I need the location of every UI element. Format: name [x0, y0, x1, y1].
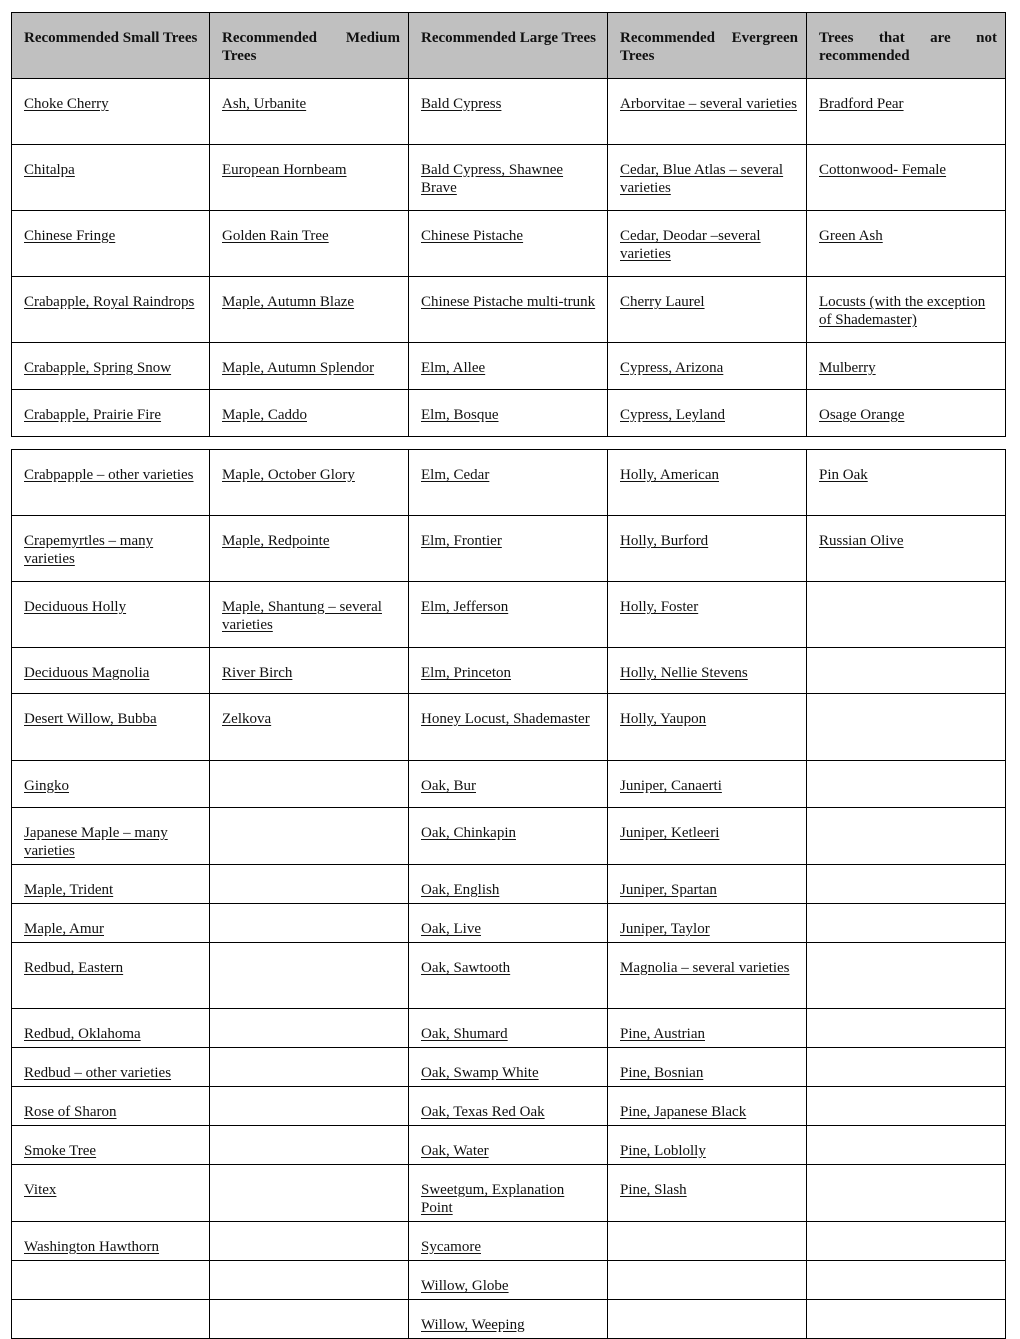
- header-row: [12, 13, 1006, 79]
- table-row: [12, 865, 1006, 904]
- small-tree-cell: [12, 1222, 210, 1261]
- evergreen-tree-name: Cypress, Leyland: [620, 407, 725, 423]
- large-tree-name: Elm, Frontier: [421, 533, 502, 549]
- large-tree-cell: [409, 1165, 608, 1222]
- evergreen-tree-cell: [608, 79, 807, 145]
- evergreen-tree-cell: [608, 808, 807, 865]
- not-recommended-tree-cell: [807, 277, 1006, 343]
- table-row: [12, 145, 1006, 211]
- small-tree-name: Maple, Trident: [24, 882, 114, 898]
- large-tree-cell: [409, 516, 608, 582]
- small-tree-cell: [12, 582, 210, 648]
- not-recommended-tree-cell: [807, 390, 1006, 437]
- large-tree-cell: [409, 904, 608, 943]
- small-tree-cell: [12, 343, 210, 390]
- evergreen-tree-cell: [608, 582, 807, 648]
- small-tree-name: Crabapple, Spring Snow: [24, 360, 172, 376]
- evergreen-tree-name: Pine, Austrian: [620, 1026, 705, 1042]
- large-tree-name: Oak, English: [421, 882, 500, 898]
- evergreen-tree-name: Holly, Burford: [620, 533, 709, 549]
- medium-tree-name: Zelkova: [222, 711, 272, 727]
- evergreen-tree-cell: [608, 1126, 807, 1165]
- not-recommended-tree-cell: [807, 582, 1006, 648]
- not-recommended-tree-name: Osage Orange: [819, 407, 905, 423]
- small-tree-cell: [12, 145, 210, 211]
- not-recommended-tree-cell: [807, 808, 1006, 865]
- small-tree-name: Maple, Amur: [24, 921, 104, 937]
- small-tree-cell: [12, 865, 210, 904]
- not-recommended-tree-name: Russian Olive: [819, 533, 904, 549]
- large-tree-name: Chinese Pistache multi-trunk: [421, 294, 596, 310]
- large-tree-cell: [409, 648, 608, 694]
- table-row: [12, 1300, 1006, 1339]
- evergreen-tree-name: Juniper, Canaerti: [620, 778, 722, 794]
- large-tree-cell: [409, 1300, 608, 1339]
- large-tree-name: Sycamore: [421, 1239, 481, 1255]
- table-row: [12, 1222, 1006, 1261]
- small-tree-name: Redbud – other varieties: [24, 1065, 172, 1081]
- evergreen-tree-cell: [608, 1222, 807, 1261]
- evergreen-tree-name: Pine, Loblolly: [620, 1143, 706, 1159]
- large-tree-cell: [409, 582, 608, 648]
- not-recommended-tree-name: Locusts (with the exception of Shademaster): [819, 294, 986, 328]
- evergreen-tree-name: Holly, Nellie Stevens: [620, 665, 748, 681]
- not-recommended-tree-cell: [807, 1087, 1006, 1126]
- large-tree-cell: [409, 1048, 608, 1087]
- evergreen-tree-cell: [608, 1087, 807, 1126]
- table-row: [12, 450, 1006, 516]
- table-row: [12, 648, 1006, 694]
- not-recommended-tree-name: Cottonwood- Female: [819, 162, 947, 178]
- not-recommended-tree-cell: [807, 1261, 1006, 1300]
- medium-tree-cell: [210, 277, 409, 343]
- not-recommended-tree-name: Pin Oak: [819, 467, 868, 483]
- medium-tree-name: Golden Rain Tree: [222, 228, 329, 244]
- small-tree-name: Choke Cherry: [24, 96, 109, 112]
- evergreen-tree-name: Holly, Foster: [620, 599, 699, 615]
- trees-table-part-2: [11, 449, 1006, 1339]
- large-tree-cell: [409, 943, 608, 1009]
- small-tree-cell: [12, 390, 210, 437]
- evergreen-tree-name: Holly, Yaupon: [620, 711, 707, 727]
- large-tree-cell: [409, 343, 608, 390]
- medium-tree-cell: [210, 211, 409, 277]
- small-tree-cell: [12, 808, 210, 865]
- table-row: [12, 277, 1006, 343]
- small-tree-name: Washington Hawthorn: [24, 1239, 160, 1255]
- medium-tree-cell: [210, 390, 409, 437]
- large-tree-name: Oak, Swamp White: [421, 1065, 539, 1081]
- small-tree-name: Smoke Tree: [24, 1143, 97, 1159]
- evergreen-tree-name: Cherry Laurel: [620, 294, 705, 310]
- evergreen-tree-name: Cedar, Blue Atlas – several varieties: [620, 162, 784, 196]
- medium-tree-cell: [210, 145, 409, 211]
- evergreen-tree-cell: [608, 943, 807, 1009]
- small-tree-name: Desert Willow, Bubba: [24, 711, 157, 727]
- not-recommended-tree-cell: [807, 943, 1006, 1009]
- not-recommended-tree-cell: [807, 1048, 1006, 1087]
- table-row: [12, 943, 1006, 1009]
- evergreen-tree-name: Juniper, Taylor: [620, 921, 710, 937]
- medium-tree-cell: [210, 904, 409, 943]
- medium-tree-name: Ash, Urbanite: [222, 96, 307, 112]
- small-tree-cell: [12, 79, 210, 145]
- table-row: [12, 1009, 1006, 1048]
- evergreen-tree-name: Pine, Bosnian: [620, 1065, 704, 1081]
- header-evergreen-trees: Recommended Evergreen Trees: [608, 13, 807, 79]
- medium-tree-cell: [210, 943, 409, 1009]
- small-tree-cell: [12, 211, 210, 277]
- small-tree-cell: [12, 694, 210, 761]
- large-tree-cell: [409, 761, 608, 808]
- large-tree-cell: [409, 79, 608, 145]
- large-tree-cell: [409, 865, 608, 904]
- medium-tree-cell: [210, 1126, 409, 1165]
- evergreen-tree-cell: [608, 761, 807, 808]
- header-not-recommended: Trees that are not recommended: [807, 13, 1006, 79]
- medium-tree-name: European Hornbeam: [222, 162, 347, 178]
- small-tree-cell: [12, 761, 210, 808]
- small-tree-name: Redbud, Eastern: [24, 960, 124, 976]
- large-tree-cell: [409, 390, 608, 437]
- large-tree-name: Willow, Weeping: [421, 1317, 525, 1333]
- medium-tree-cell: [210, 1087, 409, 1126]
- evergreen-tree-name: Pine, Slash: [620, 1182, 687, 1198]
- not-recommended-tree-cell: [807, 1126, 1006, 1165]
- not-recommended-tree-cell: [807, 516, 1006, 582]
- evergreen-tree-cell: [608, 390, 807, 437]
- large-tree-cell: [409, 1222, 608, 1261]
- medium-tree-cell: [210, 1048, 409, 1087]
- medium-tree-name: Maple, Shantung – several varieties: [222, 599, 382, 633]
- evergreen-tree-cell: [608, 211, 807, 277]
- small-tree-name: Chitalpa: [24, 162, 75, 178]
- medium-tree-name: Maple, October Glory: [222, 467, 355, 483]
- evergreen-tree-name: Arborvitae – several varieties: [620, 96, 798, 112]
- table-row: [12, 1165, 1006, 1222]
- trees-table-part-1: [11, 12, 1006, 437]
- small-tree-cell: [12, 648, 210, 694]
- small-tree-name: Crabpapple – other varieties: [24, 467, 194, 483]
- small-tree-cell: [12, 1048, 210, 1087]
- not-recommended-tree-name: Mulberry: [819, 360, 876, 376]
- large-tree-cell: [409, 1261, 608, 1300]
- large-tree-cell: [409, 1087, 608, 1126]
- table-row: [12, 211, 1006, 277]
- table-row: [12, 390, 1006, 437]
- large-tree-name: Elm, Bosque: [421, 407, 499, 423]
- evergreen-tree-cell: [608, 865, 807, 904]
- small-tree-cell: [12, 1126, 210, 1165]
- not-recommended-tree-cell: [807, 211, 1006, 277]
- large-tree-name: Honey Locust, Shademaster: [421, 711, 590, 727]
- small-tree-name: Redbud, Oklahoma: [24, 1026, 141, 1042]
- small-tree-name: Rose of Sharon: [24, 1104, 117, 1120]
- not-recommended-tree-cell: [807, 1165, 1006, 1222]
- medium-tree-name: River Birch: [222, 665, 293, 681]
- small-tree-name: Crapemyrtles – many varieties: [24, 533, 154, 567]
- small-tree-cell: [12, 516, 210, 582]
- medium-tree-cell: [210, 450, 409, 516]
- not-recommended-tree-cell: [807, 450, 1006, 516]
- table-row: [12, 343, 1006, 390]
- table-row: [12, 1087, 1006, 1126]
- small-tree-cell: [12, 1009, 210, 1048]
- small-tree-name: Deciduous Holly: [24, 599, 127, 615]
- evergreen-tree-cell: [608, 450, 807, 516]
- large-tree-cell: [409, 277, 608, 343]
- evergreen-tree-cell: [608, 1165, 807, 1222]
- evergreen-tree-name: Juniper, Ketleeri: [620, 825, 720, 841]
- small-tree-name: Vitex: [24, 1182, 57, 1198]
- medium-tree-name: Maple, Caddo: [222, 407, 307, 423]
- large-tree-cell: [409, 808, 608, 865]
- table-row: [12, 694, 1006, 761]
- large-tree-cell: [409, 1126, 608, 1165]
- not-recommended-tree-cell: [807, 79, 1006, 145]
- not-recommended-tree-name: Green Ash: [819, 228, 883, 244]
- small-tree-cell: [12, 943, 210, 1009]
- evergreen-tree-cell: [608, 648, 807, 694]
- table-row: [12, 79, 1006, 145]
- large-tree-name: Bald Cypress, Shawnee Brave: [421, 162, 564, 196]
- large-tree-name: Oak, Sawtooth: [421, 960, 511, 976]
- not-recommended-tree-cell: [807, 1300, 1006, 1339]
- small-tree-name: Gingko: [24, 778, 69, 794]
- large-tree-name: Oak, Water: [421, 1143, 489, 1159]
- evergreen-tree-cell: [608, 904, 807, 943]
- evergreen-tree-name: Cedar, Deodar –several varieties: [620, 228, 761, 262]
- large-tree-name: Elm, Princeton: [421, 665, 511, 681]
- medium-tree-name: Maple, Autumn Splendor: [222, 360, 375, 376]
- not-recommended-tree-name: Bradford Pear: [819, 96, 904, 112]
- large-tree-name: Elm, Allee: [421, 360, 486, 376]
- table-row: [12, 808, 1006, 865]
- header-large-trees: Recommended Large Trees: [409, 13, 608, 79]
- medium-tree-cell: [210, 694, 409, 761]
- table-row: [12, 1048, 1006, 1087]
- small-tree-cell: [12, 450, 210, 516]
- large-tree-name: Elm, Cedar: [421, 467, 490, 483]
- evergreen-tree-name: Cypress, Arizona: [620, 360, 724, 376]
- small-tree-name: Deciduous Magnolia: [24, 665, 150, 681]
- not-recommended-tree-cell: [807, 904, 1006, 943]
- large-tree-cell: [409, 1009, 608, 1048]
- small-tree-name: Japanese Maple – many varieties: [24, 825, 168, 859]
- small-tree-name: Crabapple, Royal Raindrops: [24, 294, 195, 310]
- not-recommended-tree-cell: [807, 1009, 1006, 1048]
- small-tree-cell: [12, 1087, 210, 1126]
- small-tree-name: Chinese Fringe: [24, 228, 116, 244]
- evergreen-tree-name: Magnolia – several varieties: [620, 960, 790, 976]
- not-recommended-tree-cell: [807, 648, 1006, 694]
- medium-tree-cell: [210, 343, 409, 390]
- large-tree-name: Oak, Texas Red Oak: [421, 1104, 545, 1120]
- evergreen-tree-cell: [608, 343, 807, 390]
- not-recommended-tree-cell: [807, 1222, 1006, 1261]
- not-recommended-tree-cell: [807, 865, 1006, 904]
- medium-tree-cell: [210, 1261, 409, 1300]
- small-tree-cell: [12, 1165, 210, 1222]
- large-tree-name: Elm, Jefferson: [421, 599, 509, 615]
- table-row: [12, 1126, 1006, 1165]
- large-tree-name: Sweetgum, Explanation Point: [421, 1182, 565, 1216]
- medium-tree-cell: [210, 1222, 409, 1261]
- large-tree-name: Willow, Globe: [421, 1278, 509, 1294]
- large-tree-name: Oak, Live: [421, 921, 481, 937]
- medium-tree-name: Maple, Autumn Blaze: [222, 294, 355, 310]
- evergreen-tree-name: Holly, American: [620, 467, 720, 483]
- header-medium-trees: Recommended Medium Trees: [210, 13, 409, 79]
- not-recommended-tree-cell: [807, 145, 1006, 211]
- evergreen-tree-cell: [608, 277, 807, 343]
- large-tree-cell: [409, 694, 608, 761]
- large-tree-name: Oak, Chinkapin: [421, 825, 516, 841]
- large-tree-name: Oak, Shumard: [421, 1026, 508, 1042]
- medium-tree-cell: [210, 761, 409, 808]
- small-tree-cell: [12, 1261, 210, 1300]
- table-row: [12, 1261, 1006, 1300]
- evergreen-tree-cell: [608, 1300, 807, 1339]
- large-tree-name: Bald Cypress: [421, 96, 502, 112]
- evergreen-tree-name: Pine, Japanese Black: [620, 1104, 747, 1120]
- medium-tree-cell: [210, 1165, 409, 1222]
- medium-tree-cell: [210, 865, 409, 904]
- evergreen-tree-cell: [608, 516, 807, 582]
- large-tree-name: Oak, Bur: [421, 778, 476, 794]
- medium-tree-cell: [210, 79, 409, 145]
- medium-tree-cell: [210, 1300, 409, 1339]
- small-tree-name: Crabapple, Prairie Fire: [24, 407, 162, 423]
- evergreen-tree-cell: [608, 1261, 807, 1300]
- evergreen-tree-cell: [608, 694, 807, 761]
- table-row: [12, 904, 1006, 943]
- table-row: [12, 761, 1006, 808]
- not-recommended-tree-cell: [807, 694, 1006, 761]
- medium-tree-cell: [210, 582, 409, 648]
- small-tree-cell: [12, 277, 210, 343]
- evergreen-tree-name: Juniper, Spartan: [620, 882, 717, 898]
- evergreen-tree-cell: [608, 145, 807, 211]
- large-tree-cell: [409, 211, 608, 277]
- not-recommended-tree-cell: [807, 761, 1006, 808]
- evergreen-tree-cell: [608, 1009, 807, 1048]
- small-tree-cell: [12, 904, 210, 943]
- header-small-trees: Recommended Small Trees: [12, 13, 210, 79]
- medium-tree-cell: [210, 1009, 409, 1048]
- large-tree-cell: [409, 450, 608, 516]
- medium-tree-name: Maple, Redpointe: [222, 533, 330, 549]
- small-tree-cell: [12, 1300, 210, 1339]
- large-tree-name: Chinese Pistache: [421, 228, 524, 244]
- not-recommended-tree-cell: [807, 343, 1006, 390]
- evergreen-tree-cell: [608, 1048, 807, 1087]
- table-row: [12, 582, 1006, 648]
- medium-tree-cell: [210, 516, 409, 582]
- large-tree-cell: [409, 145, 608, 211]
- medium-tree-cell: [210, 808, 409, 865]
- table-row: [12, 516, 1006, 582]
- medium-tree-cell: [210, 648, 409, 694]
